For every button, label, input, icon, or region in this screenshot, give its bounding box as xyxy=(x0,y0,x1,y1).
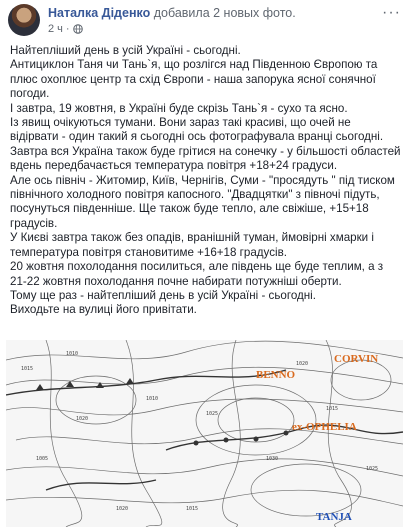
post-paragraph: Найтепліший день в усій Україні - сьогодні. xyxy=(10,44,241,57)
post-paragraph: Із явищ очікуються тумани. Вони зараз такі красиві, що очей не відірвати - один такий я сьогодні ось фотографувала вранці сьогодні. xyxy=(10,116,384,144)
svg-text:1015: 1015 xyxy=(21,366,34,372)
post-paragraph: Виходьте на вулиці його привітати. xyxy=(10,303,197,317)
post-meta: 2 ч · xyxy=(48,23,83,35)
avatar[interactable] xyxy=(8,4,40,36)
author-name[interactable]: Наталка Діденко xyxy=(48,6,151,20)
svg-text:1005: 1005 xyxy=(36,456,49,462)
post-action-text: добавила 2 новых фото. xyxy=(153,6,296,20)
svg-text:1020: 1020 xyxy=(116,506,129,512)
post-paragraph: Але ось північ - Житомир, Київ, Чернігів, Суми - "просядуть " під тиском північного холодного повітря капосного. "Двадцятки" з півночі підуть, посунуться південніше. Ще також буде тепло, але свіжіше, +15+18 градусів. xyxy=(10,173,395,230)
post-time[interactable]: 2 ч xyxy=(48,23,63,35)
svg-text:1020: 1020 xyxy=(296,361,309,367)
svg-text:1010: 1010 xyxy=(146,396,159,402)
author-line xyxy=(48,6,296,20)
more-icon[interactable]: ··· xyxy=(382,4,401,21)
svg-text:1015: 1015 xyxy=(186,506,199,512)
svg-text:1015: 1015 xyxy=(326,406,339,412)
svg-text:1010: 1010 xyxy=(66,351,79,357)
svg-text:1020: 1020 xyxy=(76,416,89,422)
post-paragraph: У Києві завтра також без опадів, вранішній туман, ймовірні хмарки і температура повітря становитиме +16+18 градусів. xyxy=(10,231,374,259)
post-text xyxy=(10,44,402,318)
post-paragraph: 20 жовтня похолодання посилиться, але південь ще буде теплим, а з 21-22 жовтня похолодання почне набирати потужніші оберти. xyxy=(10,260,384,288)
post-paragraph: І завтра, 19 жовтня, в Україні буде скрізь Тань`я - сухо та ясно. xyxy=(10,101,348,115)
globe-icon xyxy=(73,24,83,34)
weather-map-drawing xyxy=(6,340,403,527)
map-label-corvin: CORVIN xyxy=(334,353,379,365)
svg-text:1025: 1025 xyxy=(206,411,219,417)
post-paragraph: Антициклон Таня чи Тань`я, що розлігся над Південною Європою та плюс охоплює центр та схід Європи - наша запорука ясної сонячної погоди. xyxy=(10,58,378,101)
svg-text:1030: 1030 xyxy=(266,456,279,462)
post-paragraph: Тому ще раз - найтепліший день в усій Україні - сьогодні. xyxy=(10,288,316,302)
map-label-tanja: TANJA xyxy=(316,511,352,523)
map-label-ophelia: ex-OPHELIA xyxy=(292,421,357,433)
post-header xyxy=(0,0,409,42)
svg-text:1025: 1025 xyxy=(366,466,379,472)
map-label-benno: BENNO xyxy=(256,369,296,381)
weather-map-photo[interactable] xyxy=(6,340,403,527)
post-paragraph: Завтра вся Україна також буде грітися на сонечку - у більшості областей вдень передбачається температура повітря +18+24 градуси. xyxy=(10,144,401,173)
